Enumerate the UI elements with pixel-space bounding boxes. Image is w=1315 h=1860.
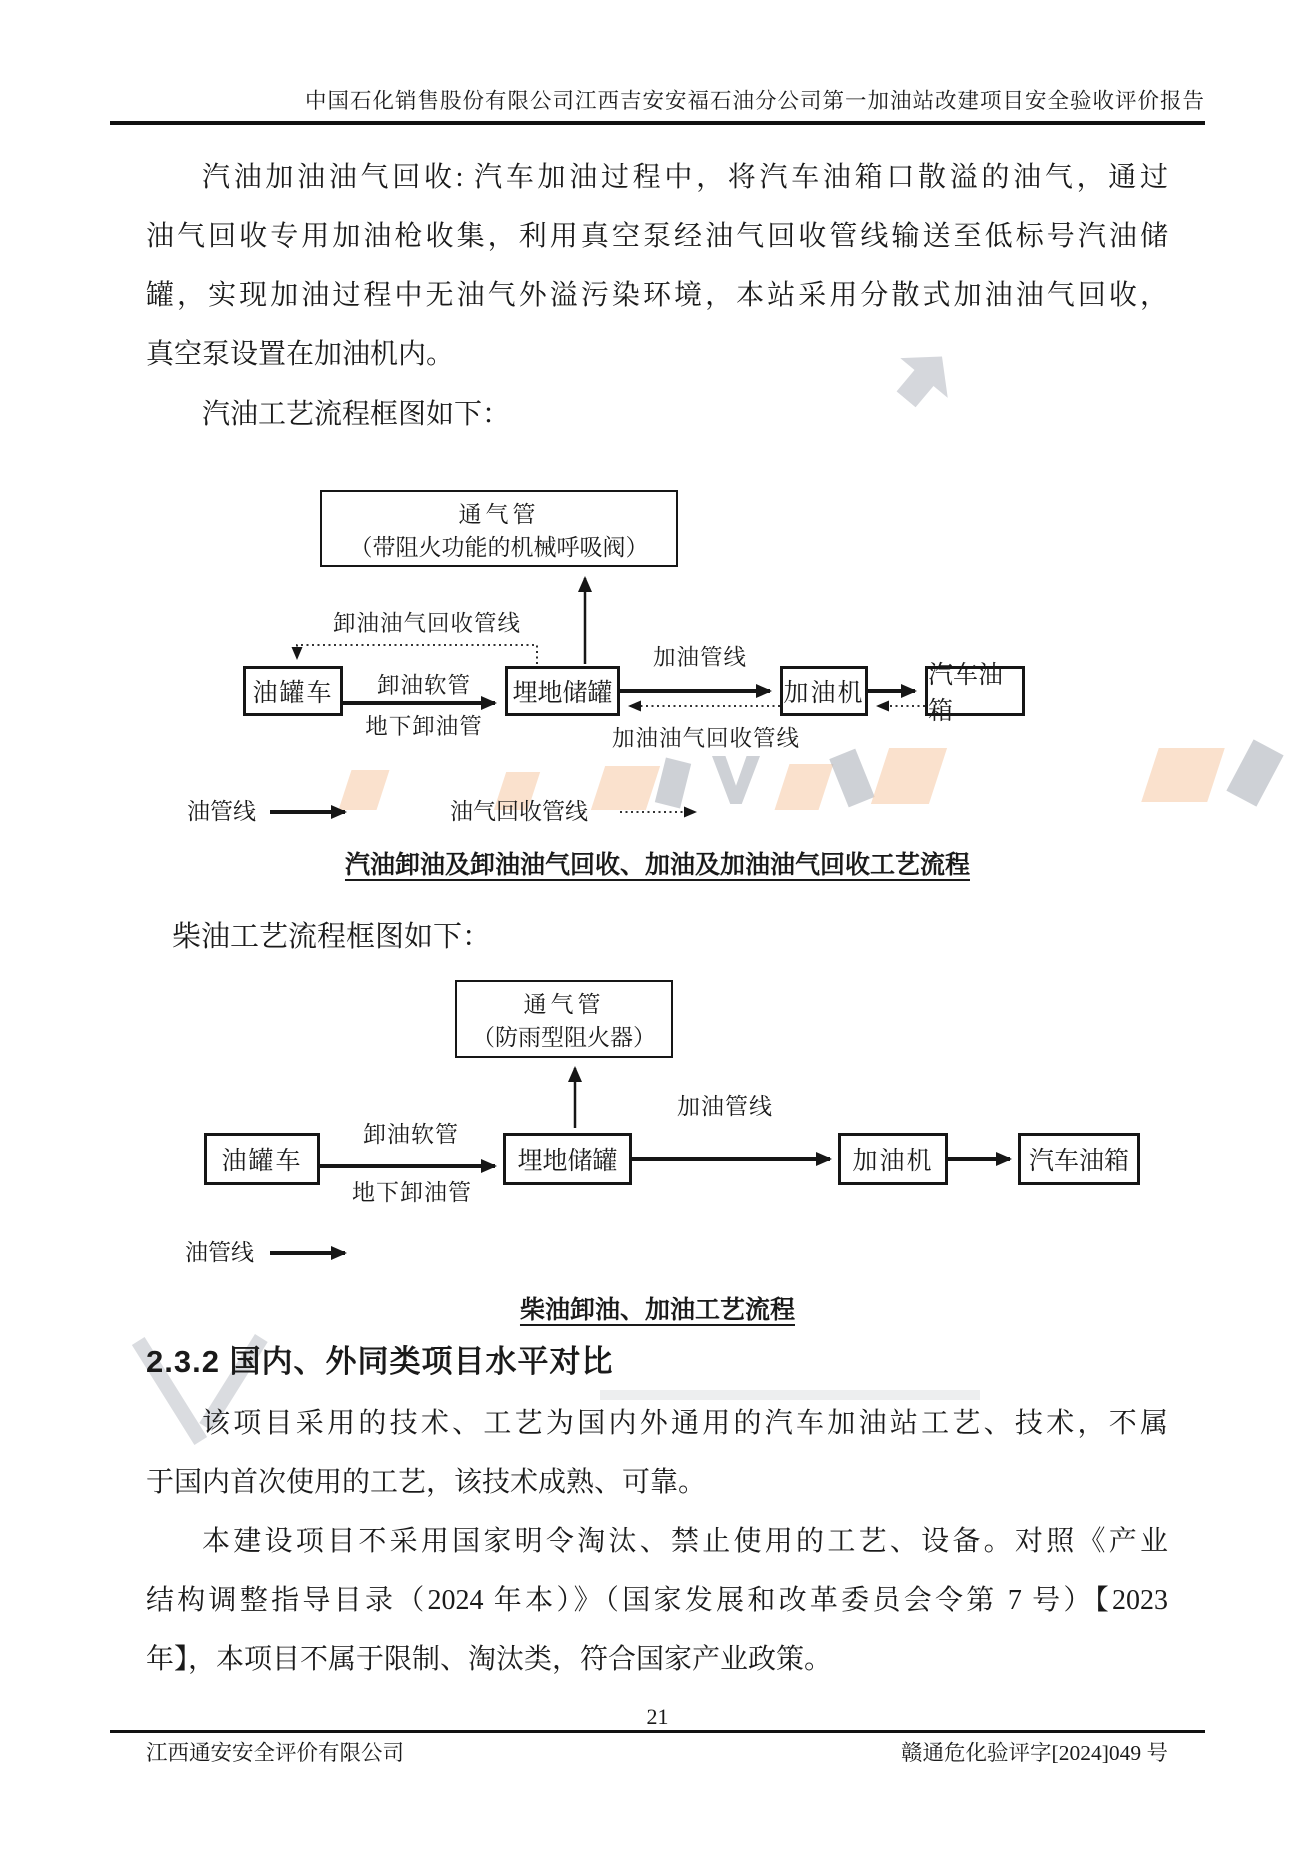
footer-company: 江西通安安全评价有限公司 <box>146 1741 405 1765</box>
footer-doc-number: 赣通危化验评字[2024]049 号 <box>901 1741 1168 1765</box>
intro-line: 真空泵设置在加油机内。 <box>146 339 455 370</box>
section-para-line: 结构调整指导目录（2024 年本）》（国家发展和改革委员会令第 7 号）【2023 <box>146 1585 1168 1616</box>
intro-line: 油气回收专用加油枪收集，利用真空泵经油气回收管线输送至低标号汽油储 <box>146 221 1168 252</box>
vent-pipe-sublabel: （防雨型阻火器） <box>472 1025 656 1050</box>
header-rule <box>110 121 1205 125</box>
legend-oil-line-label: 油管线 <box>185 1240 254 1265</box>
diesel-car-tank-box: 汽车油箱 <box>1018 1133 1140 1185</box>
intro-line: 汽油加油油气回收: 汽车加油过程中，将汽车油箱口散溢的油气，通过 <box>202 162 1168 193</box>
intro-line: 罐，实现加油过程中无油气外溢污染环境，本站采用分散式加油油气回收， <box>146 280 1168 311</box>
gasoline-flowchart-caption: 汽油卸油及卸油油气回收、加油及加油油气回收工艺流程 <box>344 852 970 879</box>
page-number: 21 <box>646 1704 669 1729</box>
unload-hose-label: 卸油软管 <box>376 673 471 698</box>
footer-rule <box>110 1730 1205 1733</box>
page-header-title: 中国石化销售股份有限公司江西吉安安福石油分公司第一加油站改建项目安全验收评价报告 <box>304 89 1205 113</box>
section-para-line: 本建设项目不采用国家明令淘汰、禁止使用的工艺、设备。对照《产业 <box>202 1526 1168 1557</box>
vent-pipe-label: 通气管 <box>458 501 540 527</box>
section-heading: 2.3.2 国内、外同类项目水平对比 <box>146 1344 614 1379</box>
vent-pipe-sublabel: （带阻火功能的机械呼吸阀） <box>349 534 649 560</box>
fueling-line-label: 加油管线 <box>652 645 747 670</box>
fueling-vapor-line-label: 加油油气回收管线 <box>611 726 800 751</box>
diesel-flow-intro: 柴油工艺流程框图如下： <box>172 921 492 953</box>
diesel-storage-tank-box: 埋地储罐 <box>503 1133 632 1185</box>
fueling-line-label: 加油管线 <box>677 1094 773 1119</box>
gasoline-storage-tank-box: 埋地储罐 <box>505 666 620 716</box>
gasoline-dispenser-box: 加油机 <box>780 666 868 716</box>
diesel-flowchart-caption: 柴油卸油、加油工艺流程 <box>519 1297 795 1324</box>
gasoline-vent-pipe-box <box>320 490 678 567</box>
diesel-vent-pipe-box <box>455 980 673 1058</box>
unload-vapor-dotted-line <box>297 645 537 664</box>
legend-vapor-line-label: 油气回收管线 <box>450 799 588 824</box>
legend-oil-line-label: 油管线 <box>187 799 256 824</box>
diesel-tanker-box: 油罐车 <box>204 1133 320 1185</box>
gasoline-flow-intro: 汽油工艺流程框图如下： <box>202 399 511 430</box>
unload-vapor-line-label: 卸油油气回收管线 <box>332 611 521 636</box>
diesel-dispenser-box: 加油机 <box>838 1133 948 1185</box>
underground-pipe-label: 地下卸油管 <box>365 714 483 739</box>
gasoline-car-tank-box: 汽车油箱 <box>925 666 1025 716</box>
gasoline-tanker-box: 油罐车 <box>243 666 343 716</box>
section-para-line: 该项目采用的技术、工艺为国内外通用的汽车加油站工艺、技术，不属 <box>202 1408 1168 1439</box>
vent-pipe-label: 通气管 <box>523 992 605 1017</box>
section-para-line: 年】，本项目不属于限制、淘汰类，符合国家产业政策。 <box>146 1644 833 1675</box>
unload-hose-label: 卸油软管 <box>363 1122 459 1147</box>
underground-pipe-label: 地下卸油管 <box>352 1180 472 1205</box>
section-para-line: 于国内首次使用的工艺，该技术成熟、可靠。 <box>146 1467 707 1498</box>
